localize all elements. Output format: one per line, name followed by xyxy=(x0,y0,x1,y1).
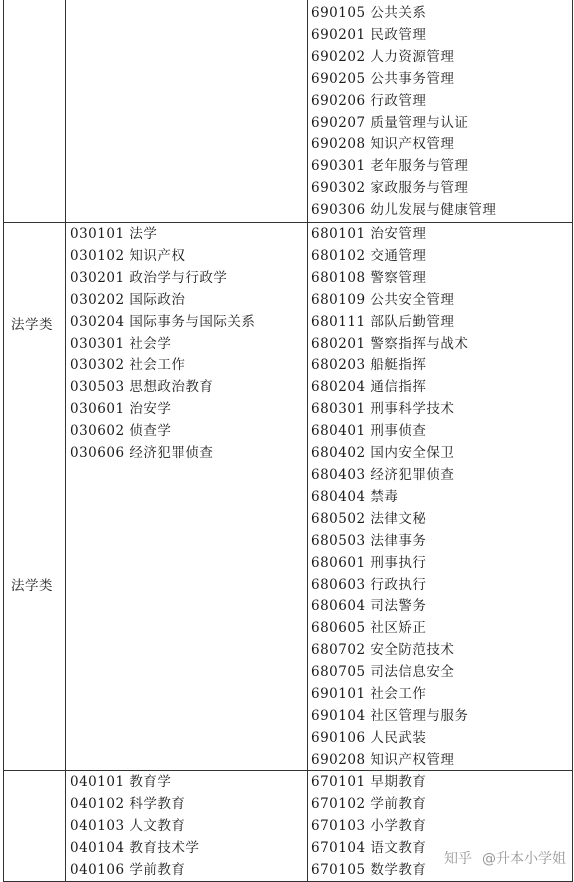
column-divider-1 xyxy=(65,0,66,882)
list-item: 690101 社会工作 xyxy=(311,686,427,703)
undergrad-major-list xyxy=(70,224,255,465)
list-item: 670101 早期教育 xyxy=(311,774,427,790)
list-item: 030201 政治学与行政学 xyxy=(70,269,228,286)
list-item: 680401 刑事侦查 xyxy=(311,423,427,440)
table-border-right xyxy=(572,0,573,882)
list-item: 030606 经济犯罪侦查 xyxy=(70,445,214,462)
list-item: 690306 幼儿发展与健康管理 xyxy=(311,202,497,219)
list-item: 680204 通信指挥 xyxy=(311,379,427,396)
list-item: 040103 人文教育 xyxy=(70,817,186,834)
list-item: 680403 经济犯罪侦查 xyxy=(311,466,455,483)
list-item: 040102 科学教育 xyxy=(70,795,186,812)
list-item: 680301 刑事科学技术 xyxy=(311,401,455,418)
list-item: 670103 小学教育 xyxy=(311,817,427,834)
list-item: 680102 交通管理 xyxy=(311,247,427,264)
list-item: 030202 国际政治 xyxy=(70,291,186,308)
list-item: 680604 司法警务 xyxy=(311,598,427,615)
row-divider-1 xyxy=(3,222,573,223)
list-item: 690105 公共关系 xyxy=(311,5,427,21)
list-item: 030503 思想政治教育 xyxy=(70,379,214,396)
category-label: 法学类 xyxy=(11,578,53,594)
vocational-major-list xyxy=(311,224,468,772)
list-item: 680502 法律文秘 xyxy=(311,510,427,527)
list-item: 040106 学前教育 xyxy=(70,861,186,878)
list-item: 690208 知识产权管理 xyxy=(311,136,455,153)
major-table xyxy=(3,0,573,882)
list-item: 680702 安全防范技术 xyxy=(311,642,455,659)
list-item: 680201 警察指挥与战术 xyxy=(311,335,469,352)
vocational-major-list xyxy=(311,772,426,882)
list-item: 670102 学前教育 xyxy=(311,795,427,812)
list-item: 680503 法律事务 xyxy=(311,532,427,549)
list-item: 680601 刑事执行 xyxy=(311,554,427,571)
list-item: 030302 社会工作 xyxy=(70,357,186,374)
list-item: 690302 家政服务与管理 xyxy=(311,180,469,197)
list-item: 680705 司法信息安全 xyxy=(311,664,455,681)
list-item: 670104 语文教育 xyxy=(311,839,427,856)
category-label: 法学类 xyxy=(11,317,53,333)
list-item: 680603 行政执行 xyxy=(311,576,427,593)
list-item: 680108 警察管理 xyxy=(311,269,427,286)
list-item: 030601 治安学 xyxy=(70,401,172,418)
list-item: 680203 船艇指挥 xyxy=(311,357,427,374)
list-item: 680605 社区矫正 xyxy=(311,620,427,637)
list-item: 030602 侦查学 xyxy=(70,423,172,440)
list-item: 690104 社区管理与服务 xyxy=(311,707,469,724)
list-item: 690301 老年服务与管理 xyxy=(311,158,469,175)
list-item: 680402 国内安全保卫 xyxy=(311,445,455,462)
list-item: 680111 部队后勤管理 xyxy=(311,313,455,330)
table-border-left xyxy=(3,0,4,882)
list-item: 690206 行政管理 xyxy=(311,92,427,109)
list-item: 690202 人力资源管理 xyxy=(311,48,455,65)
list-item: 040104 教育技术学 xyxy=(70,839,200,856)
list-item: 690207 质量管理与认证 xyxy=(311,114,469,131)
list-item: 030102 知识产权 xyxy=(70,247,186,264)
list-item: 030301 社会学 xyxy=(70,335,172,352)
list-item: 680404 禁毒 xyxy=(311,488,399,505)
list-item: 690208 知识产权管理 xyxy=(311,751,455,768)
list-item: 040101 教育学 xyxy=(70,774,172,790)
list-item: 030204 国际事务与国际关系 xyxy=(70,313,256,330)
watermark-site: 知乎 xyxy=(444,851,472,867)
list-item: 030101 法学 xyxy=(70,226,158,242)
row-divider-2 xyxy=(3,770,573,771)
vocational-major-list xyxy=(311,3,496,222)
undergrad-major-list xyxy=(70,772,199,882)
watermark xyxy=(444,848,566,868)
watermark-author: @升本小学姐 xyxy=(482,851,566,867)
list-item: 670105 数学教育 xyxy=(311,861,427,878)
list-item: 690106 人民武装 xyxy=(311,729,427,746)
list-item: 690201 民政管理 xyxy=(311,26,427,43)
list-item: 690205 公共事务管理 xyxy=(311,70,455,87)
list-item: 680101 治安管理 xyxy=(311,226,427,242)
column-divider-2 xyxy=(307,0,308,882)
list-item: 680109 公共安全管理 xyxy=(311,291,455,308)
